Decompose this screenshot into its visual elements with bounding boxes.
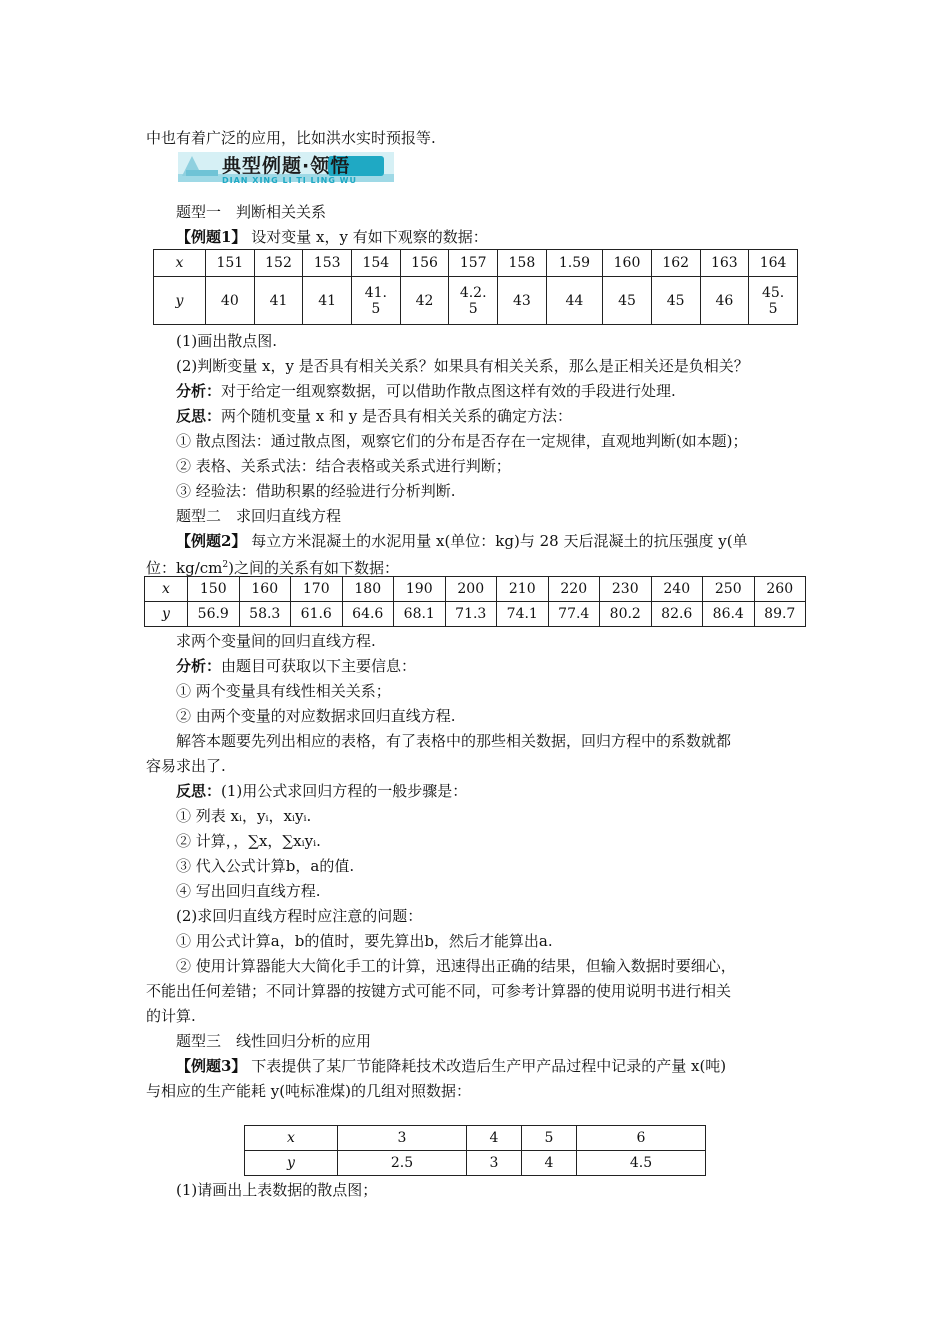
t2-note4: 的计算.	[146, 1007, 196, 1025]
table1-y-cell: 44	[546, 277, 602, 325]
table3-x-cell: 4	[466, 1126, 521, 1151]
table1-x-cell: 151	[206, 250, 255, 277]
t2-note: (2)求回归直线方程时应注意的问题：	[176, 907, 423, 925]
table2-row-x	[145, 577, 806, 602]
type2-heading: 题型二 求回归直线方程	[176, 507, 342, 525]
t2-reflection	[176, 781, 467, 801]
table3-head-x: x	[245, 1126, 338, 1151]
table3-row-y	[245, 1151, 706, 1176]
table2-x-cell: 170	[291, 577, 343, 602]
t2-info1: ① 两个变量具有线性相关关系；	[176, 682, 391, 700]
example2-label: 【例题2】	[176, 532, 247, 550]
table1-head-x: x	[154, 250, 206, 277]
table1-y-cell: 46	[700, 277, 749, 325]
table1-y-cell: 45	[651, 277, 700, 325]
t2-question: 求两个变量间的回归直线方程.	[176, 632, 376, 650]
banner-title: 典型例题·领悟	[222, 155, 351, 177]
table1-x-cell: 158	[498, 250, 547, 277]
t1-method2: ② 表格、关系式法：结合表格或关系式进行判断；	[176, 457, 511, 475]
table3-y-cell: 4.5	[576, 1151, 705, 1176]
table1-y-bottom: 5	[371, 300, 381, 317]
example3-text: 下表提供了某厂节能降耗技术改造后生产甲产品过程中记录的产量 x(吨)	[251, 1057, 727, 1075]
table2-y-cell: 89.7	[754, 602, 806, 627]
t3-q1: (1)请画出上表数据的散点图；	[176, 1181, 378, 1199]
t1-reflection-text: 两个随机变量 x 和 y 是否具有相关关系的确定方法：	[221, 407, 573, 425]
table2-x-cell: 260	[754, 577, 806, 602]
example3-line	[176, 1056, 726, 1076]
t2-analysis-text: 由题目可获取以下主要信息：	[221, 657, 417, 675]
table1-x-cell: 163	[700, 250, 749, 277]
table2-x-cell: 250	[703, 577, 755, 602]
table3-head-y: y	[245, 1151, 338, 1176]
example3-label: 【例题3】	[176, 1057, 247, 1075]
t2-note3: 不能出任何差错；不同计算器的按键方式可能不同，可参考计算器的使用说明书进行相关	[146, 982, 732, 1000]
table1-y-top: 45.	[761, 284, 785, 301]
table2-x-cell: 230	[600, 577, 652, 602]
t1-q2: (2)判断变量 x，y 是否具有相关关系？如果具有相关关系，那么是正相关还是负相关？	[176, 357, 749, 375]
table1-y-cell	[449, 277, 498, 325]
table1-x-cell: 153	[303, 250, 352, 277]
t2-analysis-label: 分析：	[176, 657, 222, 675]
table1-y-cell: 41	[254, 277, 303, 325]
table2-x-cell: 150	[188, 577, 240, 602]
table1-y-cell: 43	[498, 277, 547, 325]
t2-reflection-label: 反思：	[176, 782, 222, 800]
table2-y-cell: 71.3	[445, 602, 497, 627]
t2-paragraph1: 解答本题要先列出相应的表格，有了表格中的那些相关数据，回归方程中的系数就都	[176, 732, 732, 750]
table1-x-cell: 157	[449, 250, 498, 277]
table1-row-y	[154, 277, 798, 325]
example2-line	[176, 531, 748, 551]
example1-line	[176, 227, 488, 247]
example3-line2: 与相应的生产能耗 y(吨标准煤)的几组对照数据：	[146, 1082, 471, 1100]
example2-sup: 2	[222, 560, 229, 570]
t2-info2: ② 由两个变量的对应数据求回归直线方程.	[176, 707, 456, 725]
table2-head-x: x	[145, 577, 188, 602]
table2-y-cell: 74.1	[497, 602, 549, 627]
table2-y-cell: 68.1	[394, 602, 446, 627]
table3-x-cell: 6	[576, 1126, 705, 1151]
table1-y-top: 41.	[364, 284, 387, 301]
t1-method3: ③ 经验法：借助积累的经验进行分析判断.	[176, 482, 456, 500]
table2-y-cell: 77.4	[548, 602, 600, 627]
table2-x-cell: 190	[394, 577, 446, 602]
intro-text: 中也有着广泛的应用，比如洪水实时预报等.	[146, 129, 436, 147]
table1-y-cell	[749, 277, 798, 325]
table3-y-cell: 4	[521, 1151, 576, 1176]
table2-y-cell: 64.6	[342, 602, 394, 627]
table1-x-cell: 154	[352, 250, 401, 277]
table1-y-cell: 41	[303, 277, 352, 325]
example2-text2a: 位：kg/cm	[146, 559, 223, 577]
t1-reflection-label: 反思：	[176, 407, 222, 425]
table1-x-cell: 156	[400, 250, 449, 277]
example1-text: 设对变量 x，y 有如下观察的数据：	[251, 228, 488, 246]
table1-y-cell	[352, 277, 401, 325]
table-example3	[244, 1125, 706, 1176]
table2-x-cell: 160	[239, 577, 291, 602]
banner-pinyin: DIAN XING LI TI LING WU	[222, 176, 357, 185]
t1-analysis-label: 分析：	[176, 382, 222, 400]
table1-row-x	[154, 250, 798, 277]
example2-text: 每立方米混凝土的水泥用量 x(单位：kg)与 28 天后混凝土的抗压强度 y(单	[251, 532, 748, 550]
table2-x-cell: 240	[651, 577, 703, 602]
table1-x-cell: 160	[603, 250, 652, 277]
t2-note2: ② 使用计算器能大大简化手工的计算，迅速得出正确的结果，但输入数据时要细心，	[176, 957, 736, 975]
example1-label: 【例题1】	[176, 228, 247, 246]
table2-x-cell: 180	[342, 577, 394, 602]
table1-x-cell: 1.59	[546, 250, 602, 277]
table-example1	[153, 249, 798, 325]
table1-y-bottom: 5	[468, 300, 478, 317]
t1-reflection	[176, 406, 572, 426]
table1-x-cell: 164	[749, 250, 798, 277]
table2-x-cell: 210	[497, 577, 549, 602]
table3-y-cell: 2.5	[338, 1151, 467, 1176]
table2-y-cell: 82.6	[651, 602, 703, 627]
table2-head-y: y	[145, 602, 188, 627]
table1-y-bottom: 5	[768, 300, 778, 317]
t2-analysis	[176, 656, 416, 676]
table3-x-cell: 5	[521, 1126, 576, 1151]
table2-y-cell: 61.6	[291, 602, 343, 627]
table2-y-cell: 86.4	[703, 602, 755, 627]
t2-reflection-text: (1)用公式求回归方程的一般步骤是：	[221, 782, 468, 800]
table1-x-cell: 162	[651, 250, 700, 277]
t2-step3: ③ 代入公式计算b，a的值.	[176, 857, 355, 875]
type1-heading: 题型一 判断相关关系	[176, 203, 327, 221]
example2-text2b: )之间的关系有如下数据：	[228, 559, 399, 577]
table3-x-cell: 3	[338, 1126, 467, 1151]
t2-step2: ② 计算，，∑x，∑xᵢyᵢ.	[176, 832, 321, 850]
table1-head-y: y	[154, 277, 206, 325]
table2-y-cell: 56.9	[188, 602, 240, 627]
table2-y-cell: 58.3	[239, 602, 291, 627]
table1-y-cell: 40	[206, 277, 255, 325]
table1-y-cell: 45	[603, 277, 652, 325]
table2-y-cell: 80.2	[600, 602, 652, 627]
t1-analysis-text: 对于给定一组观察数据，可以借助作散点图这样有效的手段进行处理.	[221, 382, 676, 400]
table1-y-cell: 42	[400, 277, 449, 325]
t1-analysis	[176, 381, 676, 401]
table1-y-top: 4.2.	[459, 284, 487, 301]
table1-x-cell: 152	[254, 250, 303, 277]
type3-heading: 题型三 线性回归分析的应用	[176, 1032, 372, 1050]
example2-line2	[146, 555, 399, 578]
t2-step1: ① 列表 xᵢ，yᵢ，xᵢyᵢ.	[176, 807, 312, 825]
t1-method1: ① 散点图法：通过散点图，观察它们的分布是否存在一定规律，直观地判断(如本题)；	[176, 432, 748, 450]
table3-y-cell: 3	[466, 1151, 521, 1176]
t2-step4: ④ 写出回归直线方程.	[176, 882, 321, 900]
t2-paragraph2: 容易求出了.	[146, 757, 226, 775]
table3-row-x	[245, 1126, 706, 1151]
t2-note1: ① 用公式计算a，b的值时，要先算出b，然后才能算出a.	[176, 932, 553, 950]
section-banner	[178, 148, 394, 188]
t1-q1: (1)画出散点图.	[176, 332, 278, 350]
table2-row-y	[145, 602, 806, 627]
table2-x-cell: 200	[445, 577, 497, 602]
table2-x-cell: 220	[548, 577, 600, 602]
table-example2	[144, 576, 806, 627]
